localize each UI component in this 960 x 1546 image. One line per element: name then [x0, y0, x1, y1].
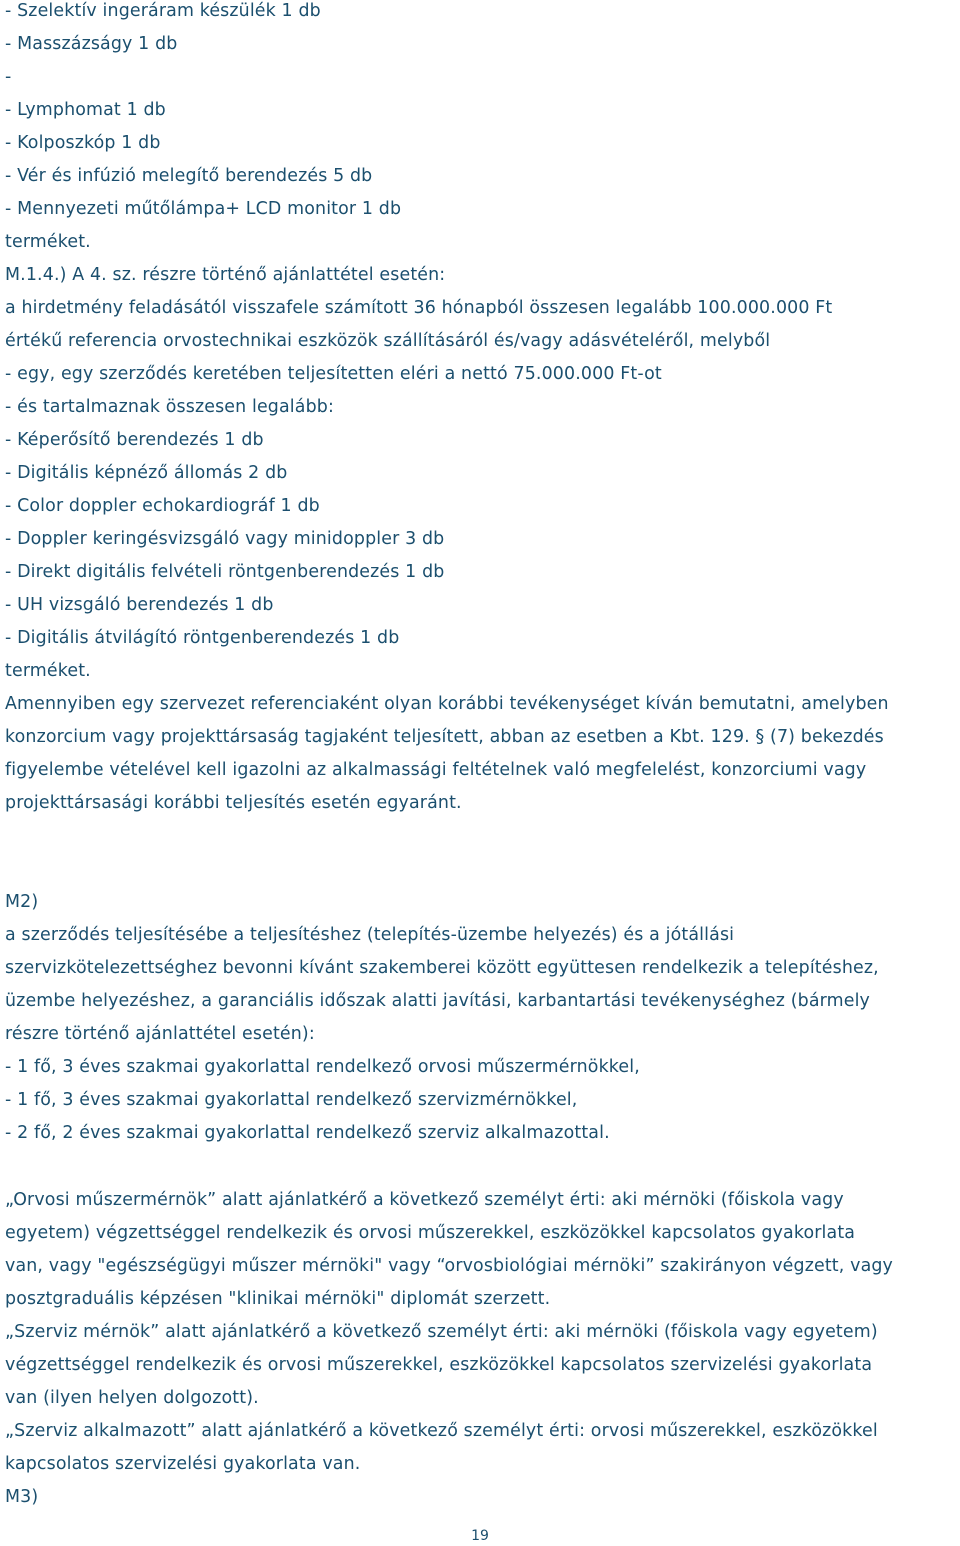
- text-line: terméket.: [5, 232, 91, 252]
- text-line: posztgraduális képzésen "klinikai mérnöki" diplomát szerzett.: [5, 1289, 551, 1309]
- text-line: konzorcium vagy projekttársaság tagjaként teljesített, abban az esetben a Kbt. 129. § (7) bekezdés: [5, 727, 884, 747]
- text-line: - 2 fő, 2 éves szakmai gyakorlattal rendelkező szerviz alkalmazottal.: [5, 1123, 610, 1143]
- text-line: - Direkt digitális felvételi röntgenberendezés 1 db: [5, 562, 445, 582]
- text-line: - 1 fő, 3 éves szakmai gyakorlattal rendelkező orvosi műszermérnökkel,: [5, 1057, 640, 1077]
- text-line: - UH vizsgáló berendezés 1 db: [5, 595, 274, 615]
- text-line: - Képerősítő berendezés 1 db: [5, 430, 264, 450]
- text-line: van (ilyen helyen dolgozott).: [5, 1388, 259, 1408]
- text-line: - Digitális átvilágító röntgenberendezés 1 db: [5, 628, 400, 648]
- page-number: 19: [471, 1528, 489, 1544]
- text-line: - Color doppler echokardiográf 1 db: [5, 496, 320, 516]
- text-line: végzettséggel rendelkezik és orvosi műszerekkel, eszközökkel kapcsolatos szervizelési gyakorlata: [5, 1355, 873, 1375]
- text-line: „Szerviz mérnök” alatt ajánlatkérő a következő személyt érti: aki mérnöki (főiskola vagy egyetem): [5, 1322, 878, 1342]
- text-line: a hirdetmény feladásától visszafele számított 36 hónapból összesen legalább 100.000.000 Ft: [5, 298, 833, 318]
- text-line: értékű referencia orvostechnikai eszközök szállításáról és/vagy adásvételéről, melyből: [5, 331, 771, 351]
- text-line: - Szelektív ingeráram készülék 1 db: [5, 1, 321, 21]
- text-line: - Doppler keringésvizsgáló vagy minidoppler 3 db: [5, 529, 445, 549]
- text-line: -: [5, 67, 12, 87]
- section-heading-m2: M2): [5, 892, 39, 912]
- text-line: - Masszázságy 1 db: [5, 34, 178, 54]
- text-line: üzembe helyezéshez, a garanciális időszak alatti javítási, karbantartási tevékenységhez (bármely: [5, 991, 870, 1011]
- text-line: - Kolposzkóp 1 db: [5, 133, 161, 153]
- text-line: van, vagy "egészségügyi műszer mérnöki" vagy “orvosbiológiai mérnöki” szakirányon végzett, vagy: [5, 1256, 894, 1276]
- section-heading-m3: M3): [5, 1487, 39, 1507]
- text-line: terméket.: [5, 661, 91, 681]
- text-line: projekttársasági korábbi teljesítés esetén egyaránt.: [5, 793, 462, 813]
- text-line: - Vér és infúzió melegítő berendezés 5 db: [5, 166, 373, 186]
- text-line: „Szerviz alkalmazott” alatt ajánlatkérő a következő személyt érti: orvosi műszerekkel, eszközökkel: [5, 1421, 878, 1441]
- text-line: figyelembe vételével kell igazolni az alkalmassági feltételnek való megfelelést, konzorciumi vagy: [5, 760, 867, 780]
- text-line: - 1 fő, 3 éves szakmai gyakorlattal rendelkező szervizmérnökkel,: [5, 1090, 578, 1110]
- text-line: - és tartalmaznak összesen legalább:: [5, 397, 334, 417]
- text-line: - Lymphomat 1 db: [5, 100, 166, 120]
- text-line: egyetem) végzettséggel rendelkezik és orvosi műszerekkel, eszközökkel kapcsolatos gyakorlata: [5, 1223, 856, 1243]
- text-line: - egy, egy szerződés keretében teljesítetten eléri a nettó 75.000.000 Ft-ot: [5, 364, 662, 384]
- text-line: Amennyiben egy szervezet referenciaként olyan korábbi tevékenységet kíván bemutatni, amelyben: [5, 694, 889, 714]
- text-line: kapcsolatos szervizelési gyakorlata van.: [5, 1454, 361, 1474]
- text-line: részre történő ajánlattétel esetén):: [5, 1024, 315, 1044]
- text-line: M.1.4.) A 4. sz. részre történő ajánlattétel esetén:: [5, 265, 446, 285]
- text-line: a szerződés teljesítésébe a teljesítéshez (telepítés-üzembe helyezés) és a jótállási: [5, 925, 735, 945]
- text-line: szervizkötelezettséghez bevonni kívánt szakemberei között együttesen rendelkezik a telepítéshez,: [5, 958, 879, 978]
- text-line: „Orvosi műszermérnök” alatt ajánlatkérő a következő személyt érti: aki mérnöki (főiskola vagy: [5, 1190, 844, 1210]
- text-line: - Mennyezeti műtőlámpa+ LCD monitor 1 db: [5, 199, 402, 219]
- text-line: - Digitális képnéző állomás 2 db: [5, 463, 288, 483]
